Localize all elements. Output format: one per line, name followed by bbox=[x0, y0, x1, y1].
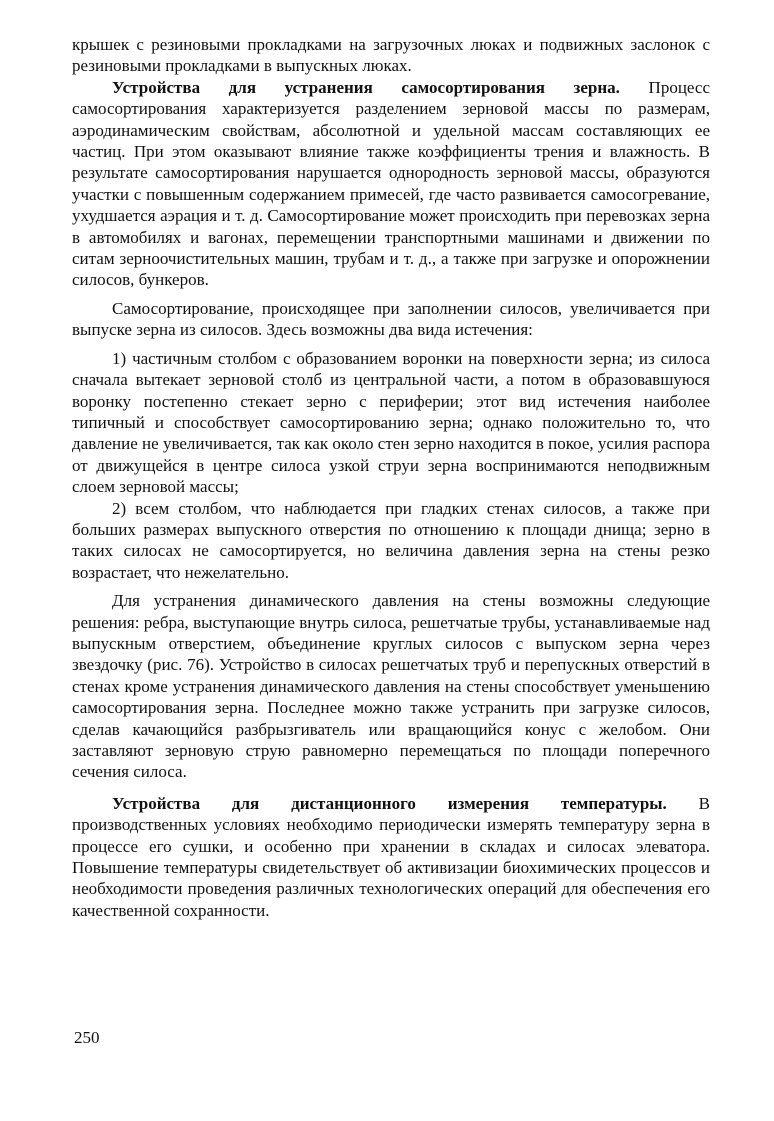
paragraph-4 bbox=[72, 590, 710, 783]
paragraph-3-text: Самосортирование, происходящее при заполнении силосов, увеличивается при выпуске зерна из силосов. Здесь возможны два вида истечения: bbox=[72, 298, 710, 340]
paragraph-4-text: Для устранения динамического давления на стены возможны следующие решения: ребра, выступающие внутрь силоса, решетчатые трубы, устанавливаемые над выпускным отверстием, объединение круглых силосов с выпуском зерна через звездочку (рис. 76). Устройство в силосах решетчатых труб и перепускных отверстий в стенах кроме устранения динамического давления на стены способствует уменьшению самосортирования зерна. Последнее можно также устранить при загрузке силосов, сделав качающийся разбрызгиватель или вращающийся конус с желобом. Они заставляют зерновую струю равномерно перемещаться по площади поперечного сечения силоса. bbox=[72, 591, 710, 782]
page-number: 250 bbox=[74, 1028, 100, 1047]
list-item-2 bbox=[72, 498, 710, 584]
paragraph-5 bbox=[72, 793, 710, 921]
paragraph-2 bbox=[72, 77, 710, 291]
paragraph-3 bbox=[72, 298, 710, 341]
paragraph-2-text: Процесс самосортирования характеризуется разделением зерновой массы по размерам, аэродинамическим свойствам, абсолютной и удельной массам составляющих ее частиц. При этом оказывают влияние также коэффициенты трения и влажность. В результате самосортирования нарушается однородность зерновой массы, образуются участки с повышенным содержанием примесей, где часто развивается самосогревание, ухудшается аэрация и т. д. Самосортирование может происходить при перевозках зерна в автомобилях и вагонах, перемещении транспортными машинами и движении по ситам зерноочистительных машин, трубам и т. д., а также при загрузке и опорожнении силосов, бункеров. bbox=[72, 77, 710, 290]
paragraph-1 bbox=[72, 34, 710, 77]
list-item-1-text: 1) частичным столбом с образованием воронки на поверхности зерна; из силоса сначала вытекает зерновой столб из центральной части, а потом в образовавшуюся воронку постепенно стекает зерно с периферии; этот вид истечения наиболее типичный и способствует самосортированию зерна; однако положительно то, что давление не увеличивается, так как около стен зерно находится в покое, усилия распора от движущейся в центре силоса узкой струи зерна воспринимаются неподвижным слоем зерновой массы; bbox=[72, 348, 710, 497]
list-item-1 bbox=[72, 348, 710, 498]
paragraph-1-text: крышек с резиновыми прокладками на загрузочных люках и подвижных заслонок с резиновыми прокладками в выпускных люках. bbox=[72, 35, 710, 76]
section-heading-self-sorting: Устройства для устранения самосортирования зерна. bbox=[112, 77, 620, 97]
list-item-2-text: 2) всем столбом, что наблюдается при гладких стенах силосов, а также при больших размерах выпускного отверстия по отношению к площади днища; зерно в таких силосах не самосортируется, но величина давления зерна на стены резко возрастает, что нежелательно. bbox=[72, 498, 710, 582]
section-heading-temperature: Устройства для дистанционного измерения температуры. bbox=[112, 793, 667, 813]
page-body bbox=[72, 34, 710, 921]
paragraph-5-text: В производственных условиях необходимо периодически измерять температуру зерна в процессе его сушки, и особенно при хранении в складах и силосах элеватора. Повышение температуры свидетельствует об активизации биохимических процессов и необходимости проведения различных технологических операций для обеспечения его качественной сохранности. bbox=[72, 793, 710, 920]
